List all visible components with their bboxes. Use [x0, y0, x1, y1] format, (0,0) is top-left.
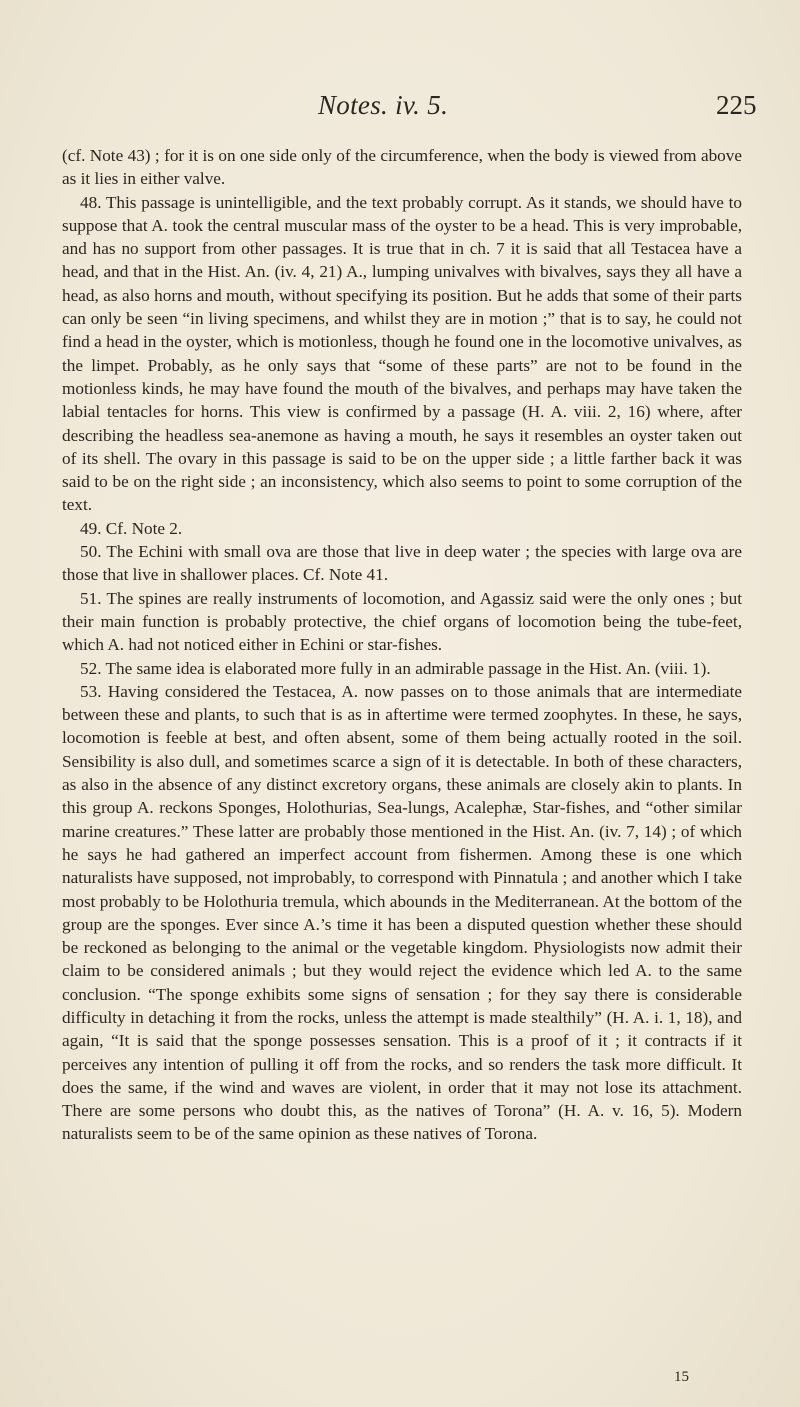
note-48: 48. This passage is unintelligible, and the text probably corrupt. As it stands, we should have to suppose that A. took the central muscular mass of the oyster to be a head. This is very improbable, and has no support from other passages. It is true that in ch. 7 it is said that all Testacea have a head, and that in the Hist. An. (iv. 4, 21) A., lumping univalves with bivalves, says they all have a head, as also horns and mouth, without specifying its position. But he adds that some of their parts can only be seen “in living specimens, and whilst they are in motion ;” that is to say, he could not find a head in the oyster, which is motionless, though he found one in the locomotive univalves, as the limpet. Probably, as he only says that “some of these parts” are not to be found in the motionless kinds, he may have found the mouth of the bivalves, and perhaps may have taken the labial tentacles for horns. This view is confirmed by a passage (H. A. viii. 2, 16) where, after describing the headless sea-anemone as having a mouth, he says it resembles an oyster taken out of its shell. The ovary in this passage is said to be on the upper side ; a little farther back it was said to be on the right side ; an inconsistency, which also seems to point to some corruption of the text. [62, 192, 742, 515]
paragraph-continuation: (cf. Note 43) ; for it is on one side only of the circumference, when the body is viewed from above as it lies in either valve. [62, 146, 742, 189]
note-52: 52. The same idea is elaborated more fully in an admirable passage in the Hist. An. (viii. 1). [80, 658, 711, 678]
page-header [0, 90, 800, 130]
running-title: Notes. iv. 5. [318, 90, 449, 120]
note-53: 53. Having considered the Testacea, A. now passes on to those animals that are intermediate between these and plants, to such that is as in aftertime were termed zoophytes. In these, he says, locomotion is feeble at best, and often absent, some of them being actually rooted in the soil. Sensibility is also dull, and sometimes scarce a sign of it is detectable. In both of these characters, as also in the absence of any distinct excretory organs, these animals are closely akin to plants. In this group A. reckons Sponges, Holothurias, Sea-lungs, Acalephæ, Star-fishes, and “other similar marine creatures.” These latter are probably those mentioned in the Hist. An. (iv. 7, 14) ; of which he says he had gathered an imperfect account from fishermen. Among these is one which naturalists have supposed, not improbably, to correspond with Pinnatula ; and another which I take most probably to be Holothuria tremula, which abounds in the Mediterranean. At the bottom of the group are the sponges. Ever since A.’s time it has been a disputed question whether these should be reckoned as belonging to the animal or the vegetable kingdom. Physiologists now admit their claim to be considered animals ; but they would reject the evidence which led A. to the same conclusion. “The sponge exhibits some signs of sensation ; for they say there is considerable difficulty in detaching it from the rocks, unless the attempt is made stealthily” (H. A. i. 1, 18), and again, “It is said that the sponge possesses sensation. This is a proof of it ; it contracts if it perceives any intention of pulling it off from the rocks, and so renders the task more difficult. It does the same, if the wind and waves are violent, in order that it may not lose its attachment. There are some persons who doubt this, as the natives of Torona” (H. A. v. 16, 5). Modern naturalists seem to be of the same opinion as these natives of Torona. [62, 681, 742, 1144]
note-50: 50. The Echini with small ova are those that live in deep water ; the species with large ova are those that live in shallower places. Cf. Note 41. [62, 542, 742, 585]
note-49: 49. Cf. Note 2. [80, 518, 183, 538]
signature-mark: 15 [674, 1369, 689, 1385]
note-51: 51. The spines are really instruments of locomotion, and Agassiz said were the only ones ; but their main function is probably protective, the chief organs of locomotion being the tube-feet, which A. had not noticed either in Echini or star-fishes. [62, 588, 742, 655]
body-text [62, 144, 742, 1146]
page-number: 225 [716, 90, 757, 120]
